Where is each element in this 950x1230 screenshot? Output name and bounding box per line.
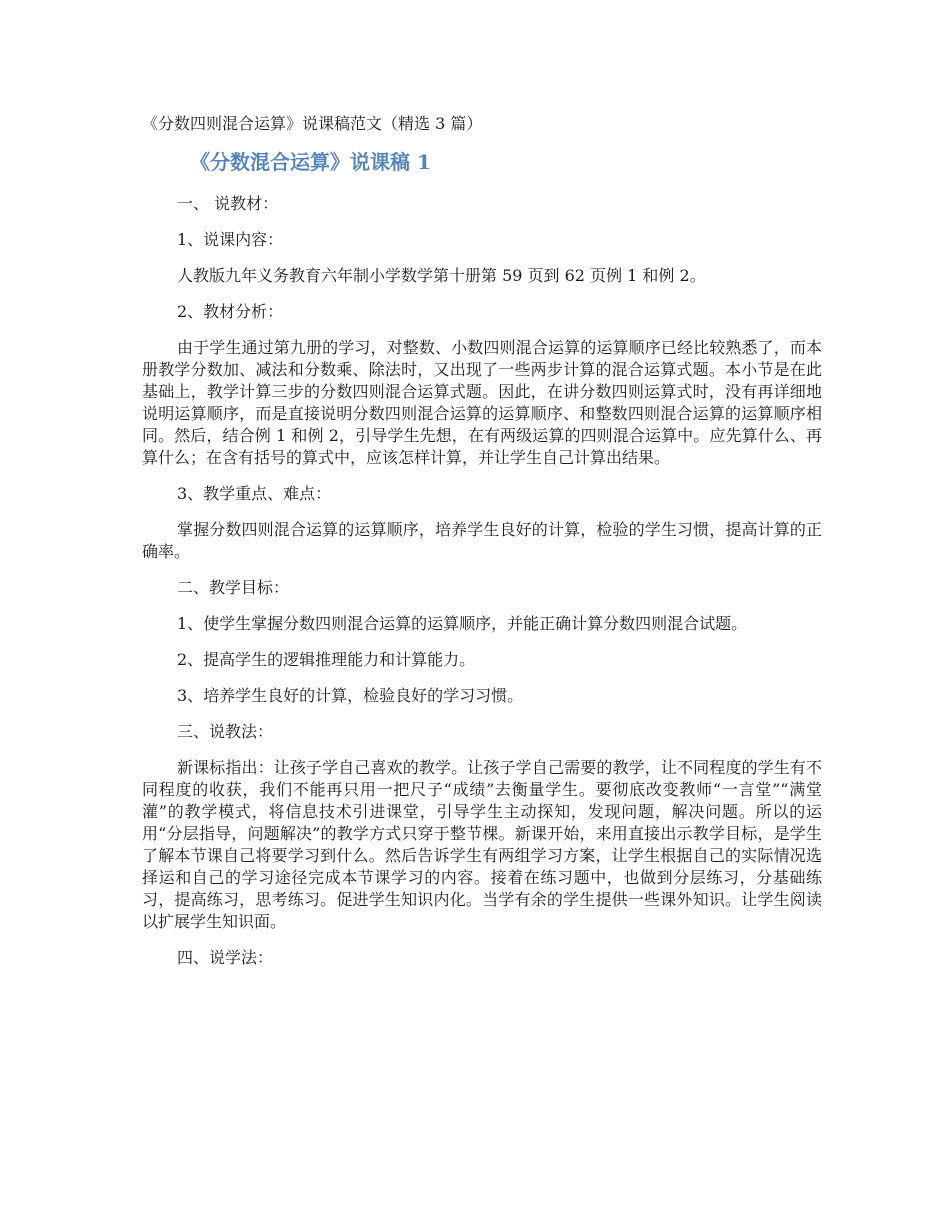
subheading-material-analysis: 2、教材分析： — [177, 302, 284, 321]
paragraph-material-analysis: 由于学生通过第九册的学习，对整数、小数四则混合运算的运算顺序已经比较熟悉了，而本册教学分数加、减法和分数乘、除法时，又出现了一些两步计算的混合运算式题。本小节是在此基础上，教学计算三步的分数四则混合运算式题。因此，在讲分数四则运算式时，没有再详细地说明运算顺序，而是直接说明分数四则混合运算的运算顺序、和整数四则混合运算的运算顺序相同。然后，结合例 1 和例 2，引导学生先想，在有两级运算的四则混合运算中。应先算什么、再算什么；在含有括号的算式中，应该怎样计算，并让学生自己计算出结果。 — [142, 338, 822, 467]
paragraph-teaching-methods: 新课标指出：让孩子学自己喜欢的教学。让孩子学自己需要的教学，让不同程度的学生有不同程度的收获，我们不能再只用一把尺子“成绩”去衡量学生。要彻底改变教师“一言堂”“满堂灌”的教学模式，将信息技术引进课堂，引导学生主动探知，发现问题，解决问题。所以的运用“分层指导，问题解决”的教学方式只穿于整节棵。新课开始，来用直接出示教学目标，是学生了解本节课自己将要学习到什么。然后告诉学生有两组学习方案，让学生根据自己的实际情况选择运和自己的学习途径完成本节课学习的内容。接着在练习题中，也做到分层练习，分基础练习，提高练习，思考练习。促进学生知识内化。当学有余的学生提供一些课外知识。让学生阅读以扩展学生知识面。 — [142, 758, 822, 931]
heading-textbook: 一、 说教材： — [177, 194, 279, 213]
section-heading: 《分数混合运算》说课稿 1 — [190, 150, 431, 174]
document-title: 《分数四则混合运算》说课稿范文（精选 3 篇） — [142, 114, 483, 133]
heading-teaching-methods: 三、说教法： — [177, 722, 274, 741]
paragraph-goal-2: 2、提高学生的逻辑推理能力和计算能力。 — [177, 650, 476, 669]
document-body — [142, 193, 822, 983]
paragraph-goal-3: 3、培养学生良好的计算，检验良好的学习习惯。 — [177, 686, 524, 705]
subheading-key-points: 3、教学重点、难点： — [177, 484, 332, 503]
subheading-lesson-content: 1、说课内容： — [177, 230, 284, 249]
heading-teaching-goals: 二、教学目标： — [177, 578, 290, 597]
paragraph-key-points: 掌握分数四则混合运算的运算顺序，培养学生良好的计算，检验的学生习惯，提高计算的正确率。 — [142, 520, 822, 561]
paragraph-goal-1: 1、使学生掌握分数四则混合运算的运算顺序，并能正确计算分数四则混合试题。 — [177, 614, 748, 633]
paragraph-lesson-content: 人教版九年义务教育六年制小学数学第十册第 59 页到 62 页例 1 和例 2。 — [177, 266, 706, 285]
heading-learning-methods: 四、说学法： — [177, 948, 274, 967]
